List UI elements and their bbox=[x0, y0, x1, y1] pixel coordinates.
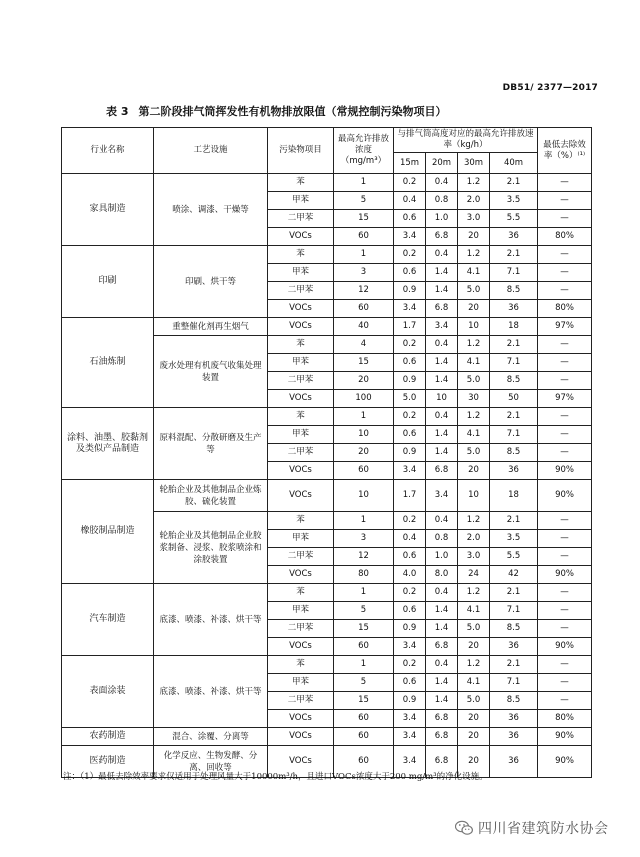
wechat-icon bbox=[455, 820, 473, 836]
rate-40m-cell: 8.5 bbox=[490, 372, 538, 390]
pollutant-cell: 甲苯 bbox=[268, 602, 334, 620]
rate-30m-cell: 1.2 bbox=[458, 246, 490, 264]
rate-20m-cell: 0.8 bbox=[426, 530, 458, 548]
rate-20m-cell: 0.4 bbox=[426, 584, 458, 602]
rate-30m-cell: 5.0 bbox=[458, 372, 490, 390]
rate-15m-cell: 0.9 bbox=[394, 282, 426, 300]
rate-15m-cell: 0.6 bbox=[394, 674, 426, 692]
rate-30m-cell: 1.2 bbox=[458, 656, 490, 674]
table-header bbox=[62, 128, 592, 174]
header-height-20m: 20m bbox=[426, 153, 458, 174]
concentration-cell: 10 bbox=[334, 426, 394, 444]
concentration-cell: 3 bbox=[334, 264, 394, 282]
table-title bbox=[60, 103, 590, 119]
rate-30m-cell: 1.2 bbox=[458, 408, 490, 426]
pollutant-cell: 甲苯 bbox=[268, 426, 334, 444]
rate-40m-cell: 2.1 bbox=[490, 656, 538, 674]
rate-20m-cell: 0.4 bbox=[426, 512, 458, 530]
process-cell: 轮胎企业及其他制品企业胶浆制备、浸浆、胶浆喷涂和涂胶装置 bbox=[154, 512, 268, 584]
rate-20m-cell: 1.4 bbox=[426, 354, 458, 372]
rate-40m-cell: 50 bbox=[490, 390, 538, 408]
rate-40m-cell: 2.1 bbox=[490, 584, 538, 602]
rate-30m-cell: 4.1 bbox=[458, 354, 490, 372]
footnote: 注：（1）最低去除效率要求仅适用于处理风量大于10000m³/h，且进口VOCs浓度大于200 mg/m³的净化设施。 bbox=[63, 772, 488, 782]
rate-20m-cell: 1.4 bbox=[426, 426, 458, 444]
efficiency-cell: 90% bbox=[538, 462, 592, 480]
rate-20m-cell: 6.8 bbox=[426, 228, 458, 246]
industry-cell: 印刷 bbox=[62, 246, 154, 318]
rate-20m-cell: 0.4 bbox=[426, 246, 458, 264]
concentration-cell: 1 bbox=[334, 512, 394, 530]
concentration-cell: 4 bbox=[334, 336, 394, 354]
rate-30m-cell: 20 bbox=[458, 746, 490, 778]
pollutant-cell: 苯 bbox=[268, 408, 334, 426]
concentration-cell: 60 bbox=[334, 300, 394, 318]
rate-30m-cell: 20 bbox=[458, 228, 490, 246]
process-cell: 轮胎企业及其他制品企业炼胶、硫化装置 bbox=[154, 480, 268, 512]
pollutant-cell: 二甲苯 bbox=[268, 372, 334, 390]
rate-30m-cell: 2.0 bbox=[458, 192, 490, 210]
header-pollutant: 污染物项目 bbox=[268, 128, 334, 174]
efficiency-cell: — bbox=[538, 444, 592, 462]
efficiency-cell: — bbox=[538, 336, 592, 354]
rate-20m-cell: 6.8 bbox=[426, 300, 458, 318]
concentration-cell: 3 bbox=[334, 530, 394, 548]
industry-cell: 医药制造 bbox=[62, 746, 154, 778]
rate-15m-cell: 3.4 bbox=[394, 728, 426, 746]
rate-15m-cell: 3.4 bbox=[394, 638, 426, 656]
header-height-15m: 15m bbox=[394, 153, 426, 174]
industry-cell: 石油炼制 bbox=[62, 318, 154, 408]
efficiency-cell: — bbox=[538, 674, 592, 692]
rate-20m-cell: 1.0 bbox=[426, 210, 458, 228]
efficiency-cell: — bbox=[538, 192, 592, 210]
rate-40m-cell: 18 bbox=[490, 318, 538, 336]
rate-20m-cell: 0.8 bbox=[426, 192, 458, 210]
rate-40m-cell: 3.5 bbox=[490, 192, 538, 210]
concentration-cell: 20 bbox=[334, 444, 394, 462]
rate-15m-cell: 1.7 bbox=[394, 480, 426, 512]
process-cell: 底漆、喷漆、补漆、烘干等 bbox=[154, 584, 268, 656]
pollutant-cell: 二甲苯 bbox=[268, 282, 334, 300]
industry-cell: 涂料、油墨、胶黏剂及类似产品制造 bbox=[62, 408, 154, 480]
efficiency-cell: — bbox=[538, 584, 592, 602]
rate-15m-cell: 0.2 bbox=[394, 656, 426, 674]
pollutant-cell: 甲苯 bbox=[268, 354, 334, 372]
table-row bbox=[62, 318, 592, 336]
pollutant-cell: 苯 bbox=[268, 336, 334, 354]
rate-40m-cell: 7.1 bbox=[490, 354, 538, 372]
rate-40m-cell: 8.5 bbox=[490, 444, 538, 462]
rate-20m-cell: 0.4 bbox=[426, 174, 458, 192]
pollutant-cell: VOCs bbox=[268, 480, 334, 512]
rate-40m-cell: 7.1 bbox=[490, 674, 538, 692]
concentration-cell: 60 bbox=[334, 462, 394, 480]
rate-30m-cell: 20 bbox=[458, 710, 490, 728]
rate-15m-cell: 5.0 bbox=[394, 390, 426, 408]
process-cell: 重整催化剂再生烟气 bbox=[154, 318, 268, 336]
efficiency-cell: — bbox=[538, 354, 592, 372]
rate-20m-cell: 8.0 bbox=[426, 566, 458, 584]
rate-30m-cell: 4.1 bbox=[458, 264, 490, 282]
concentration-cell: 5 bbox=[334, 602, 394, 620]
concentration-cell: 1 bbox=[334, 584, 394, 602]
rate-15m-cell: 0.4 bbox=[394, 530, 426, 548]
rate-40m-cell: 36 bbox=[490, 638, 538, 656]
rate-30m-cell: 4.1 bbox=[458, 426, 490, 444]
concentration-cell: 60 bbox=[334, 228, 394, 246]
efficiency-cell: — bbox=[538, 692, 592, 710]
concentration-cell: 15 bbox=[334, 620, 394, 638]
rate-20m-cell: 1.4 bbox=[426, 620, 458, 638]
concentration-cell: 100 bbox=[334, 390, 394, 408]
table-row bbox=[62, 728, 592, 746]
rate-15m-cell: 3.4 bbox=[394, 228, 426, 246]
rate-15m-cell: 1.7 bbox=[394, 318, 426, 336]
rate-30m-cell: 1.2 bbox=[458, 512, 490, 530]
concentration-cell: 12 bbox=[334, 282, 394, 300]
table-row bbox=[62, 584, 592, 602]
header-height-30m: 30m bbox=[458, 153, 490, 174]
table-row bbox=[62, 246, 592, 264]
concentration-cell: 1 bbox=[334, 174, 394, 192]
rate-20m-cell: 3.4 bbox=[426, 318, 458, 336]
efficiency-cell: 90% bbox=[538, 480, 592, 512]
rate-30m-cell: 3.0 bbox=[458, 210, 490, 228]
rate-20m-cell: 1.4 bbox=[426, 692, 458, 710]
rate-40m-cell: 7.1 bbox=[490, 426, 538, 444]
rate-20m-cell: 1.4 bbox=[426, 444, 458, 462]
concentration-cell: 12 bbox=[334, 548, 394, 566]
rate-15m-cell: 3.4 bbox=[394, 710, 426, 728]
pollutant-cell: 二甲苯 bbox=[268, 548, 334, 566]
pollutant-cell: VOCs bbox=[268, 390, 334, 408]
rate-15m-cell: 0.2 bbox=[394, 174, 426, 192]
pollutant-cell: VOCs bbox=[268, 462, 334, 480]
rate-40m-cell: 5.5 bbox=[490, 548, 538, 566]
rate-30m-cell: 20 bbox=[458, 638, 490, 656]
table-title-text: 第二阶段排气筒挥发性有机物排放限值（常规控制污染物项目） bbox=[138, 105, 447, 118]
industry-cell: 家具制造 bbox=[62, 174, 154, 246]
rate-40m-cell: 8.5 bbox=[490, 282, 538, 300]
rate-15m-cell: 3.4 bbox=[394, 462, 426, 480]
rate-30m-cell: 4.1 bbox=[458, 602, 490, 620]
emission-limits-table bbox=[61, 127, 592, 778]
rate-40m-cell: 7.1 bbox=[490, 264, 538, 282]
pollutant-cell: 苯 bbox=[268, 584, 334, 602]
pollutant-cell: VOCs bbox=[268, 638, 334, 656]
pollutant-cell: VOCs bbox=[268, 746, 334, 778]
table-row bbox=[62, 480, 592, 512]
table-row bbox=[62, 408, 592, 426]
rate-30m-cell: 5.0 bbox=[458, 444, 490, 462]
industry-cell: 汽车制造 bbox=[62, 584, 154, 656]
rate-15m-cell: 0.6 bbox=[394, 354, 426, 372]
pollutant-cell: 苯 bbox=[268, 656, 334, 674]
rate-30m-cell: 4.1 bbox=[458, 674, 490, 692]
rate-15m-cell: 0.2 bbox=[394, 512, 426, 530]
concentration-cell: 1 bbox=[334, 408, 394, 426]
table-body bbox=[62, 174, 592, 778]
efficiency-cell: 80% bbox=[538, 300, 592, 318]
efficiency-cell: — bbox=[538, 656, 592, 674]
header-industry: 行业名称 bbox=[62, 128, 154, 174]
rate-40m-cell: 2.1 bbox=[490, 408, 538, 426]
concentration-cell: 60 bbox=[334, 728, 394, 746]
rate-15m-cell: 0.6 bbox=[394, 264, 426, 282]
process-cell: 喷涂、调漆、干燥等 bbox=[154, 174, 268, 246]
document-code: DB51/ 2377—2017 bbox=[502, 83, 598, 93]
rate-30m-cell: 30 bbox=[458, 390, 490, 408]
table-number: 表 3 bbox=[106, 105, 129, 118]
rate-15m-cell: 0.2 bbox=[394, 246, 426, 264]
rate-40m-cell: 36 bbox=[490, 746, 538, 778]
concentration-cell: 60 bbox=[334, 638, 394, 656]
table-row bbox=[62, 174, 592, 192]
process-cell: 化学反应、生物发酵、分离、回收等 bbox=[154, 746, 268, 778]
pollutant-cell: 二甲苯 bbox=[268, 210, 334, 228]
concentration-cell: 20 bbox=[334, 372, 394, 390]
rate-30m-cell: 20 bbox=[458, 462, 490, 480]
efficiency-cell: 80% bbox=[538, 228, 592, 246]
rate-15m-cell: 0.2 bbox=[394, 336, 426, 354]
rate-15m-cell: 4.0 bbox=[394, 566, 426, 584]
pollutant-cell: 二甲苯 bbox=[268, 444, 334, 462]
rate-30m-cell: 1.2 bbox=[458, 174, 490, 192]
pollutant-cell: VOCs bbox=[268, 566, 334, 584]
rate-30m-cell: 3.0 bbox=[458, 548, 490, 566]
rate-40m-cell: 36 bbox=[490, 462, 538, 480]
rate-20m-cell: 10 bbox=[426, 390, 458, 408]
concentration-cell: 15 bbox=[334, 692, 394, 710]
concentration-cell: 15 bbox=[334, 210, 394, 228]
rate-15m-cell: 3.4 bbox=[394, 300, 426, 318]
rate-20m-cell: 3.4 bbox=[426, 480, 458, 512]
rate-40m-cell: 36 bbox=[490, 728, 538, 746]
efficiency-cell: — bbox=[538, 426, 592, 444]
rate-15m-cell: 3.4 bbox=[394, 746, 426, 778]
efficiency-cell: 90% bbox=[538, 746, 592, 778]
rate-30m-cell: 5.0 bbox=[458, 282, 490, 300]
rate-15m-cell: 0.9 bbox=[394, 372, 426, 390]
rate-20m-cell: 1.4 bbox=[426, 674, 458, 692]
pollutant-cell: 苯 bbox=[268, 512, 334, 530]
concentration-cell: 5 bbox=[334, 192, 394, 210]
rate-40m-cell: 18 bbox=[490, 480, 538, 512]
rate-40m-cell: 2.1 bbox=[490, 512, 538, 530]
rate-30m-cell: 2.0 bbox=[458, 530, 490, 548]
concentration-cell: 80 bbox=[334, 566, 394, 584]
efficiency-cell: — bbox=[538, 246, 592, 264]
rate-30m-cell: 10 bbox=[458, 318, 490, 336]
process-cell: 原料混配、分散研磨及生产等 bbox=[154, 408, 268, 480]
concentration-cell: 60 bbox=[334, 710, 394, 728]
efficiency-cell: 90% bbox=[538, 566, 592, 584]
industry-cell: 表面涂装 bbox=[62, 656, 154, 728]
rate-20m-cell: 6.8 bbox=[426, 638, 458, 656]
pollutant-cell: 甲苯 bbox=[268, 264, 334, 282]
efficiency-cell: — bbox=[538, 282, 592, 300]
efficiency-cell: — bbox=[538, 620, 592, 638]
process-cell: 废水处理有机废气收集处理装置 bbox=[154, 336, 268, 408]
rate-20m-cell: 1.4 bbox=[426, 602, 458, 620]
concentration-cell: 5 bbox=[334, 674, 394, 692]
rate-15m-cell: 0.9 bbox=[394, 444, 426, 462]
efficiency-cell: — bbox=[538, 264, 592, 282]
pollutant-cell: 二甲苯 bbox=[268, 620, 334, 638]
rate-40m-cell: 36 bbox=[490, 710, 538, 728]
header-efficiency: 最低去除效率（%）⁽¹⁾ bbox=[538, 128, 592, 174]
rate-20m-cell: 6.8 bbox=[426, 462, 458, 480]
industry-cell: 橡胶制品制造 bbox=[62, 480, 154, 584]
concentration-cell: 40 bbox=[334, 318, 394, 336]
pollutant-cell: 苯 bbox=[268, 246, 334, 264]
concentration-cell: 1 bbox=[334, 656, 394, 674]
pollutant-cell: VOCs bbox=[268, 710, 334, 728]
rate-20m-cell: 0.4 bbox=[426, 656, 458, 674]
concentration-cell: 15 bbox=[334, 354, 394, 372]
concentration-cell: 10 bbox=[334, 480, 394, 512]
industry-cell: 农药制造 bbox=[62, 728, 154, 746]
rate-40m-cell: 2.1 bbox=[490, 174, 538, 192]
pollutant-cell: 二甲苯 bbox=[268, 692, 334, 710]
header-process: 工艺设施 bbox=[154, 128, 268, 174]
efficiency-cell: — bbox=[538, 210, 592, 228]
rate-30m-cell: 1.2 bbox=[458, 584, 490, 602]
rate-40m-cell: 36 bbox=[490, 300, 538, 318]
rate-30m-cell: 10 bbox=[458, 480, 490, 512]
rate-20m-cell: 6.8 bbox=[426, 746, 458, 778]
efficiency-cell: — bbox=[538, 512, 592, 530]
rate-40m-cell: 42 bbox=[490, 566, 538, 584]
efficiency-cell: 97% bbox=[538, 318, 592, 336]
rate-15m-cell: 0.6 bbox=[394, 426, 426, 444]
pollutant-cell: VOCs bbox=[268, 300, 334, 318]
efficiency-cell: 80% bbox=[538, 710, 592, 728]
pollutant-cell: VOCs bbox=[268, 318, 334, 336]
rate-20m-cell: 1.4 bbox=[426, 282, 458, 300]
rate-15m-cell: 0.2 bbox=[394, 584, 426, 602]
rate-30m-cell: 5.0 bbox=[458, 692, 490, 710]
efficiency-cell: 97% bbox=[538, 390, 592, 408]
header-concentration: 最高允许排放浓度（mg/m³） bbox=[334, 128, 394, 174]
process-cell: 印刷、烘干等 bbox=[154, 246, 268, 318]
concentration-cell: 1 bbox=[334, 246, 394, 264]
rate-40m-cell: 2.1 bbox=[490, 336, 538, 354]
rate-15m-cell: 0.6 bbox=[394, 548, 426, 566]
rate-15m-cell: 0.2 bbox=[394, 408, 426, 426]
rate-15m-cell: 0.6 bbox=[394, 210, 426, 228]
process-cell: 底漆、喷漆、补漆、烘干等 bbox=[154, 656, 268, 728]
rate-20m-cell: 1.4 bbox=[426, 264, 458, 282]
pollutant-cell: VOCs bbox=[268, 728, 334, 746]
watermark-text: 四川省建筑防水协会 bbox=[478, 821, 609, 837]
rate-20m-cell: 6.8 bbox=[426, 728, 458, 746]
rate-40m-cell: 8.5 bbox=[490, 692, 538, 710]
concentration-cell: 60 bbox=[334, 746, 394, 778]
rate-15m-cell: 0.9 bbox=[394, 620, 426, 638]
watermark bbox=[455, 817, 609, 839]
rate-20m-cell: 1.4 bbox=[426, 372, 458, 390]
rate-40m-cell: 7.1 bbox=[490, 602, 538, 620]
rate-15m-cell: 0.9 bbox=[394, 692, 426, 710]
rate-20m-cell: 6.8 bbox=[426, 710, 458, 728]
efficiency-cell: — bbox=[538, 372, 592, 390]
pollutant-cell: 甲苯 bbox=[268, 674, 334, 692]
header-height-40m: 40m bbox=[490, 153, 538, 174]
rate-40m-cell: 5.5 bbox=[490, 210, 538, 228]
rate-20m-cell: 0.4 bbox=[426, 408, 458, 426]
efficiency-cell: — bbox=[538, 408, 592, 426]
efficiency-cell: — bbox=[538, 174, 592, 192]
rate-40m-cell: 3.5 bbox=[490, 530, 538, 548]
rate-15m-cell: 0.6 bbox=[394, 602, 426, 620]
pollutant-cell: 苯 bbox=[268, 174, 334, 192]
rate-40m-cell: 8.5 bbox=[490, 620, 538, 638]
rate-40m-cell: 36 bbox=[490, 228, 538, 246]
efficiency-cell: 90% bbox=[538, 728, 592, 746]
rate-30m-cell: 24 bbox=[458, 566, 490, 584]
efficiency-cell: — bbox=[538, 548, 592, 566]
table-row bbox=[62, 656, 592, 674]
rate-30m-cell: 20 bbox=[458, 728, 490, 746]
pollutant-cell: VOCs bbox=[268, 228, 334, 246]
rate-20m-cell: 1.0 bbox=[426, 548, 458, 566]
pollutant-cell: 甲苯 bbox=[268, 192, 334, 210]
rate-30m-cell: 20 bbox=[458, 300, 490, 318]
rate-15m-cell: 0.4 bbox=[394, 192, 426, 210]
rate-30m-cell: 1.2 bbox=[458, 336, 490, 354]
efficiency-cell: — bbox=[538, 602, 592, 620]
efficiency-cell: 90% bbox=[538, 638, 592, 656]
efficiency-cell: — bbox=[538, 530, 592, 548]
header-rate: 与排气筒高度对应的最高允许排放速率（kg/h） bbox=[394, 128, 538, 153]
rate-40m-cell: 2.1 bbox=[490, 246, 538, 264]
process-cell: 混合、涂覆、分离等 bbox=[154, 728, 268, 746]
rate-30m-cell: 5.0 bbox=[458, 620, 490, 638]
pollutant-cell: 甲苯 bbox=[268, 530, 334, 548]
rate-20m-cell: 0.4 bbox=[426, 336, 458, 354]
